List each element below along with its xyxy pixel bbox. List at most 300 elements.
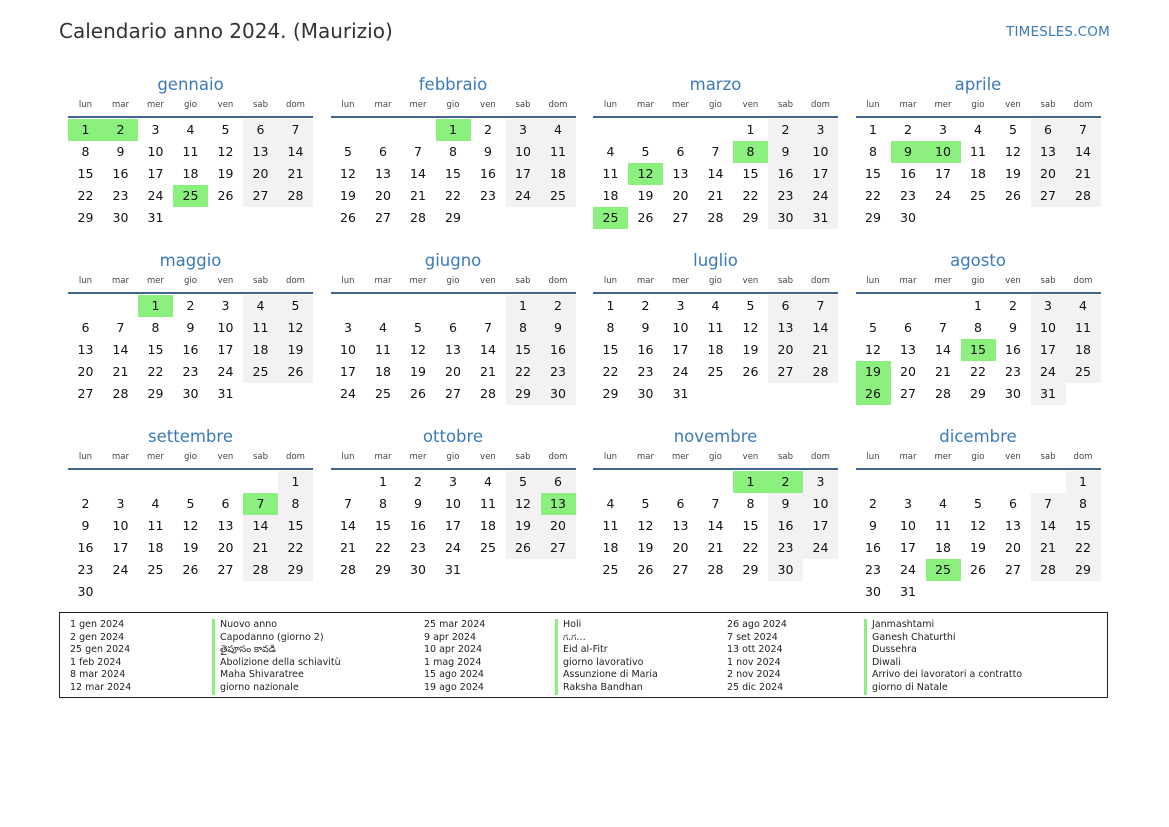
day-cell[interactable]: 25 (243, 361, 278, 383)
day-cell[interactable]: 26 (506, 537, 541, 559)
day-cell[interactable]: 2 (541, 295, 576, 317)
day-cell[interactable]: 26 (410, 386, 426, 401)
day-cell[interactable]: 27 (672, 562, 689, 577)
day-cell[interactable]: 20 (672, 188, 689, 203)
day-cell[interactable]: 17 (112, 540, 129, 555)
day-cell[interactable]: 30 (77, 584, 94, 599)
day-cell[interactable]: 15 (278, 515, 313, 537)
day-cell[interactable]: 19 (340, 188, 356, 203)
site-link[interactable]: TIMESLES.COM (1006, 24, 1110, 40)
holiday-day[interactable]: 25 (926, 559, 961, 581)
day-cell[interactable]: 24 (217, 364, 234, 379)
day-cell[interactable]: 8 (449, 144, 457, 159)
day-cell[interactable]: 9 (641, 320, 650, 335)
day-cell[interactable]: 21 (935, 364, 951, 379)
holiday-day[interactable]: 8 (733, 141, 768, 163)
day-cell[interactable]: 3 (939, 122, 947, 137)
day-cell[interactable]: 14 (480, 342, 496, 357)
day-cell[interactable]: 9 (1009, 320, 1017, 335)
day-cell[interactable]: 21 (340, 540, 356, 555)
day-cell[interactable]: 28 (480, 386, 496, 401)
day-cell[interactable]: 23 (541, 361, 576, 383)
day-cell[interactable]: 7 (414, 144, 422, 159)
day-cell[interactable]: 13 (768, 317, 803, 339)
day-cell[interactable]: 8 (869, 144, 877, 159)
day-cell[interactable]: 22 (445, 188, 461, 203)
day-cell[interactable]: 19 (970, 540, 986, 555)
day-cell[interactable]: 15 (742, 166, 759, 181)
day-cell[interactable]: 20 (1031, 163, 1066, 185)
day-cell[interactable]: 7 (1066, 119, 1101, 141)
day-cell[interactable]: 7 (484, 320, 492, 335)
day-cell[interactable]: 5 (641, 496, 650, 511)
day-cell[interactable]: 5 (186, 496, 195, 511)
day-cell[interactable]: 11 (707, 320, 724, 335)
day-cell[interactable]: 5 (869, 320, 877, 335)
day-cell[interactable]: 21 (480, 364, 496, 379)
holiday-day[interactable]: 1 (733, 471, 768, 493)
day-cell[interactable]: 18 (1066, 339, 1101, 361)
day-cell[interactable]: 9 (116, 144, 125, 159)
day-cell[interactable]: 10 (803, 141, 838, 163)
day-cell[interactable]: 17 (217, 342, 234, 357)
holiday-day[interactable]: 1 (138, 295, 173, 317)
day-cell[interactable]: 10 (340, 342, 356, 357)
day-cell[interactable]: 6 (1031, 119, 1066, 141)
day-cell[interactable]: 8 (379, 496, 387, 511)
day-cell[interactable]: 27 (243, 185, 278, 207)
day-cell[interactable]: 23 (637, 364, 654, 379)
day-cell[interactable]: 26 (217, 188, 234, 203)
day-cell[interactable]: 17 (445, 518, 461, 533)
day-cell[interactable]: 2 (186, 298, 195, 313)
day-cell[interactable]: 14 (935, 342, 951, 357)
day-cell[interactable]: 9 (768, 493, 803, 515)
day-cell[interactable]: 27 (768, 361, 803, 383)
day-cell[interactable]: 24 (340, 386, 356, 401)
day-cell[interactable]: 15 (375, 518, 391, 533)
day-cell[interactable]: 3 (676, 298, 685, 313)
day-cell[interactable]: 30 (182, 386, 199, 401)
day-cell[interactable]: 9 (541, 317, 576, 339)
day-cell[interactable]: 20 (672, 540, 689, 555)
day-cell[interactable]: 17 (1031, 339, 1066, 361)
day-cell[interactable]: 10 (217, 320, 234, 335)
day-cell[interactable]: 19 (1005, 166, 1021, 181)
holiday-day[interactable]: 19 (856, 361, 891, 383)
day-cell[interactable]: 3 (904, 496, 912, 511)
day-cell[interactable]: 5 (414, 320, 422, 335)
day-cell[interactable]: 22 (742, 540, 759, 555)
day-cell[interactable]: 11 (602, 166, 619, 181)
day-cell[interactable]: 8 (1066, 493, 1101, 515)
day-cell[interactable]: 3 (344, 320, 352, 335)
day-cell[interactable]: 7 (344, 496, 352, 511)
holiday-day[interactable]: 2 (103, 119, 138, 141)
day-cell[interactable]: 21 (1031, 537, 1066, 559)
holiday-day[interactable]: 13 (541, 493, 576, 515)
holiday-day[interactable]: 9 (891, 141, 926, 163)
day-cell[interactable]: 9 (869, 518, 877, 533)
day-cell[interactable]: 10 (445, 496, 461, 511)
day-cell[interactable]: 27 (375, 210, 391, 225)
day-cell[interactable]: 22 (1066, 537, 1101, 559)
day-cell[interactable]: 12 (340, 166, 356, 181)
day-cell[interactable]: 18 (147, 540, 164, 555)
day-cell[interactable]: 14 (1066, 141, 1101, 163)
day-cell[interactable]: 17 (900, 540, 916, 555)
day-cell[interactable]: 7 (803, 295, 838, 317)
day-cell[interactable]: 11 (602, 518, 619, 533)
day-cell[interactable]: 1 (379, 474, 387, 489)
day-cell[interactable]: 21 (243, 537, 278, 559)
day-cell[interactable]: 3 (116, 496, 125, 511)
day-cell[interactable]: 19 (217, 166, 234, 181)
day-cell[interactable]: 29 (506, 383, 541, 405)
day-cell[interactable]: 4 (484, 474, 492, 489)
day-cell[interactable]: 13 (243, 141, 278, 163)
day-cell[interactable]: 16 (410, 518, 426, 533)
day-cell[interactable]: 13 (900, 342, 916, 357)
day-cell[interactable]: 16 (182, 342, 199, 357)
day-cell[interactable]: 11 (970, 144, 986, 159)
day-cell[interactable]: 6 (81, 320, 90, 335)
day-cell[interactable]: 18 (707, 342, 724, 357)
day-cell[interactable]: 25 (602, 562, 619, 577)
day-cell[interactable]: 2 (768, 119, 803, 141)
day-cell[interactable]: 27 (217, 562, 234, 577)
day-cell[interactable]: 6 (676, 496, 685, 511)
day-cell[interactable]: 5 (506, 471, 541, 493)
day-cell[interactable]: 24 (900, 562, 916, 577)
day-cell[interactable]: 18 (970, 166, 986, 181)
day-cell[interactable]: 18 (182, 166, 199, 181)
day-cell[interactable]: 13 (672, 518, 689, 533)
day-cell[interactable]: 6 (768, 295, 803, 317)
day-cell[interactable]: 5 (278, 295, 313, 317)
day-cell[interactable]: 5 (221, 122, 230, 137)
day-cell[interactable]: 18 (935, 540, 951, 555)
day-cell[interactable]: 12 (506, 493, 541, 515)
day-cell[interactable]: 10 (900, 518, 916, 533)
day-cell[interactable]: 4 (243, 295, 278, 317)
day-cell[interactable]: 7 (116, 320, 125, 335)
day-cell[interactable]: 20 (243, 163, 278, 185)
day-cell[interactable]: 21 (1066, 163, 1101, 185)
day-cell[interactable]: 6 (1009, 496, 1017, 511)
day-cell[interactable]: 29 (865, 210, 881, 225)
day-cell[interactable]: 16 (768, 163, 803, 185)
holiday-day[interactable]: 2 (768, 471, 803, 493)
day-cell[interactable]: 4 (939, 496, 947, 511)
day-cell[interactable]: 22 (147, 364, 164, 379)
day-cell[interactable]: 7 (1031, 493, 1066, 515)
day-cell[interactable]: 12 (1005, 144, 1021, 159)
day-cell[interactable]: 29 (147, 386, 164, 401)
day-cell[interactable]: 9 (414, 496, 422, 511)
day-cell[interactable]: 21 (112, 364, 129, 379)
day-cell[interactable]: 29 (1066, 559, 1101, 581)
day-cell[interactable]: 26 (637, 210, 654, 225)
day-cell[interactable]: 15 (147, 342, 164, 357)
day-cell[interactable]: 17 (803, 163, 838, 185)
day-cell[interactable]: 6 (243, 119, 278, 141)
day-cell[interactable]: 23 (112, 188, 129, 203)
day-cell[interactable]: 16 (480, 166, 496, 181)
day-cell[interactable]: 7 (711, 144, 720, 159)
day-cell[interactable]: 20 (900, 364, 916, 379)
day-cell[interactable]: 11 (147, 518, 164, 533)
day-cell[interactable]: 29 (77, 210, 94, 225)
day-cell[interactable]: 21 (707, 188, 724, 203)
day-cell[interactable]: 25 (480, 540, 496, 555)
day-cell[interactable]: 26 (278, 361, 313, 383)
day-cell[interactable]: 14 (112, 342, 129, 357)
day-cell[interactable]: 29 (278, 559, 313, 581)
day-cell[interactable]: 1 (1066, 471, 1101, 493)
day-cell[interactable]: 10 (803, 493, 838, 515)
day-cell[interactable]: 30 (900, 210, 916, 225)
day-cell[interactable]: 14 (803, 317, 838, 339)
holiday-day[interactable]: 10 (926, 141, 961, 163)
day-cell[interactable]: 15 (602, 342, 619, 357)
day-cell[interactable]: 16 (865, 540, 881, 555)
day-cell[interactable]: 16 (112, 166, 129, 181)
day-cell[interactable]: 30 (1005, 386, 1021, 401)
day-cell[interactable]: 19 (410, 364, 426, 379)
day-cell[interactable]: 16 (637, 342, 654, 357)
day-cell[interactable]: 31 (803, 207, 838, 229)
day-cell[interactable]: 28 (803, 361, 838, 383)
day-cell[interactable]: 11 (243, 317, 278, 339)
day-cell[interactable]: 25 (375, 386, 391, 401)
day-cell[interactable]: 24 (112, 562, 129, 577)
day-cell[interactable]: 3 (151, 122, 160, 137)
day-cell[interactable]: 26 (182, 562, 199, 577)
day-cell[interactable]: 20 (1005, 540, 1021, 555)
day-cell[interactable]: 4 (606, 496, 615, 511)
day-cell[interactable]: 23 (410, 540, 426, 555)
day-cell[interactable]: 4 (1066, 295, 1101, 317)
day-cell[interactable]: 24 (1031, 361, 1066, 383)
day-cell[interactable]: 30 (112, 210, 129, 225)
day-cell[interactable]: 17 (340, 364, 356, 379)
day-cell[interactable]: 6 (541, 471, 576, 493)
day-cell[interactable]: 28 (707, 562, 724, 577)
day-cell[interactable]: 14 (340, 518, 356, 533)
day-cell[interactable]: 2 (414, 474, 422, 489)
day-cell[interactable]: 7 (939, 320, 947, 335)
day-cell[interactable]: 12 (217, 144, 234, 159)
day-cell[interactable]: 31 (147, 210, 164, 225)
day-cell[interactable]: 13 (1005, 518, 1021, 533)
day-cell[interactable]: 15 (742, 518, 759, 533)
day-cell[interactable]: 7 (711, 496, 720, 511)
day-cell[interactable]: 4 (711, 298, 720, 313)
day-cell[interactable]: 16 (77, 540, 94, 555)
day-cell[interactable]: 5 (1009, 122, 1017, 137)
day-cell[interactable]: 14 (410, 166, 426, 181)
day-cell[interactable]: 19 (278, 339, 313, 361)
day-cell[interactable]: 5 (974, 496, 982, 511)
day-cell[interactable]: 14 (707, 518, 724, 533)
day-cell[interactable]: 10 (672, 320, 689, 335)
day-cell[interactable]: 28 (112, 386, 129, 401)
day-cell[interactable]: 28 (243, 559, 278, 581)
day-cell[interactable]: 25 (541, 185, 576, 207)
day-cell[interactable]: 20 (217, 540, 234, 555)
day-cell[interactable]: 25 (1066, 361, 1101, 383)
holiday-day[interactable]: 25 (593, 207, 628, 229)
day-cell[interactable]: 30 (768, 559, 803, 581)
day-cell[interactable]: 12 (278, 317, 313, 339)
day-cell[interactable]: 8 (746, 496, 755, 511)
day-cell[interactable]: 10 (112, 518, 129, 533)
day-cell[interactable]: 20 (768, 339, 803, 361)
day-cell[interactable]: 11 (541, 141, 576, 163)
day-cell[interactable]: 8 (606, 320, 615, 335)
day-cell[interactable]: 27 (541, 537, 576, 559)
day-cell[interactable]: 26 (340, 210, 356, 225)
day-cell[interactable]: 22 (602, 364, 619, 379)
day-cell[interactable]: 21 (707, 540, 724, 555)
day-cell[interactable]: 22 (278, 537, 313, 559)
day-cell[interactable]: 17 (935, 166, 951, 181)
day-cell[interactable]: 4 (541, 119, 576, 141)
day-cell[interactable]: 29 (742, 210, 759, 225)
day-cell[interactable]: 21 (278, 163, 313, 185)
day-cell[interactable]: 8 (278, 493, 313, 515)
day-cell[interactable]: 5 (641, 144, 650, 159)
day-cell[interactable]: 19 (742, 342, 759, 357)
day-cell[interactable]: 2 (484, 122, 492, 137)
day-cell[interactable]: 30 (637, 386, 654, 401)
day-cell[interactable]: 17 (506, 163, 541, 185)
day-cell[interactable]: 28 (1066, 185, 1101, 207)
day-cell[interactable]: 28 (1031, 559, 1066, 581)
day-cell[interactable]: 11 (1066, 317, 1101, 339)
day-cell[interactable]: 5 (344, 144, 352, 159)
day-cell[interactable]: 3 (449, 474, 457, 489)
day-cell[interactable]: 25 (707, 364, 724, 379)
day-cell[interactable]: 8 (81, 144, 90, 159)
day-cell[interactable]: 4 (974, 122, 982, 137)
day-cell[interactable]: 16 (541, 339, 576, 361)
day-cell[interactable]: 16 (1005, 342, 1021, 357)
day-cell[interactable]: 23 (77, 562, 94, 577)
day-cell[interactable]: 27 (900, 386, 916, 401)
day-cell[interactable]: 9 (186, 320, 195, 335)
day-cell[interactable]: 7 (278, 119, 313, 141)
day-cell[interactable]: 8 (974, 320, 982, 335)
day-cell[interactable]: 29 (742, 562, 759, 577)
day-cell[interactable]: 20 (77, 364, 94, 379)
day-cell[interactable]: 13 (375, 166, 391, 181)
day-cell[interactable]: 28 (340, 562, 356, 577)
day-cell[interactable]: 20 (445, 364, 461, 379)
day-cell[interactable]: 29 (602, 386, 619, 401)
day-cell[interactable]: 12 (410, 342, 426, 357)
day-cell[interactable]: 30 (865, 584, 881, 599)
day-cell[interactable]: 31 (445, 562, 461, 577)
day-cell[interactable]: 27 (77, 386, 94, 401)
day-cell[interactable]: 12 (182, 518, 199, 533)
day-cell[interactable]: 28 (410, 210, 426, 225)
day-cell[interactable]: 26 (1005, 188, 1021, 203)
day-cell[interactable]: 28 (707, 210, 724, 225)
day-cell[interactable]: 21 (410, 188, 426, 203)
day-cell[interactable]: 4 (606, 144, 615, 159)
holiday-day[interactable]: 7 (243, 493, 278, 515)
day-cell[interactable]: 1 (746, 122, 755, 137)
day-cell[interactable]: 27 (445, 386, 461, 401)
day-cell[interactable]: 22 (375, 540, 391, 555)
day-cell[interactable]: 6 (221, 496, 230, 511)
day-cell[interactable]: 14 (1031, 515, 1066, 537)
day-cell[interactable]: 23 (1005, 364, 1021, 379)
day-cell[interactable]: 19 (637, 188, 654, 203)
day-cell[interactable]: 30 (410, 562, 426, 577)
day-cell[interactable]: 17 (147, 166, 164, 181)
day-cell[interactable]: 11 (375, 342, 391, 357)
day-cell[interactable]: 3 (221, 298, 230, 313)
day-cell[interactable]: 8 (506, 317, 541, 339)
day-cell[interactable]: 3 (1031, 295, 1066, 317)
day-cell[interactable]: 29 (445, 210, 461, 225)
day-cell[interactable]: 1 (278, 471, 313, 493)
day-cell[interactable]: 18 (541, 163, 576, 185)
day-cell[interactable]: 10 (506, 141, 541, 163)
day-cell[interactable]: 26 (970, 562, 986, 577)
day-cell[interactable]: 24 (935, 188, 951, 203)
day-cell[interactable]: 5 (746, 298, 755, 313)
day-cell[interactable]: 14 (707, 166, 724, 181)
day-cell[interactable]: 2 (904, 122, 912, 137)
day-cell[interactable]: 23 (768, 537, 803, 559)
day-cell[interactable]: 30 (541, 383, 576, 405)
day-cell[interactable]: 15 (77, 166, 94, 181)
day-cell[interactable]: 24 (672, 364, 689, 379)
day-cell[interactable]: 11 (935, 518, 951, 533)
day-cell[interactable]: 13 (77, 342, 94, 357)
holiday-day[interactable]: 15 (961, 339, 996, 361)
day-cell[interactable]: 27 (1031, 185, 1066, 207)
day-cell[interactable]: 4 (379, 320, 387, 335)
day-cell[interactable]: 16 (768, 515, 803, 537)
day-cell[interactable]: 14 (243, 515, 278, 537)
holiday-day[interactable]: 1 (436, 119, 471, 141)
day-cell[interactable]: 31 (1031, 383, 1066, 405)
day-cell[interactable]: 18 (602, 540, 619, 555)
day-cell[interactable]: 22 (865, 188, 881, 203)
day-cell[interactable]: 9 (81, 518, 90, 533)
day-cell[interactable]: 21 (803, 339, 838, 361)
day-cell[interactable]: 2 (641, 298, 650, 313)
day-cell[interactable]: 4 (151, 496, 160, 511)
day-cell[interactable]: 24 (506, 185, 541, 207)
day-cell[interactable]: 23 (182, 364, 199, 379)
day-cell[interactable]: 12 (970, 518, 986, 533)
day-cell[interactable]: 23 (865, 562, 881, 577)
day-cell[interactable]: 18 (602, 188, 619, 203)
day-cell[interactable]: 1 (606, 298, 615, 313)
day-cell[interactable]: 19 (506, 515, 541, 537)
day-cell[interactable]: 18 (243, 339, 278, 361)
day-cell[interactable]: 12 (742, 320, 759, 335)
day-cell[interactable]: 26 (637, 562, 654, 577)
day-cell[interactable]: 3 (803, 119, 838, 141)
day-cell[interactable]: 13 (217, 518, 234, 533)
